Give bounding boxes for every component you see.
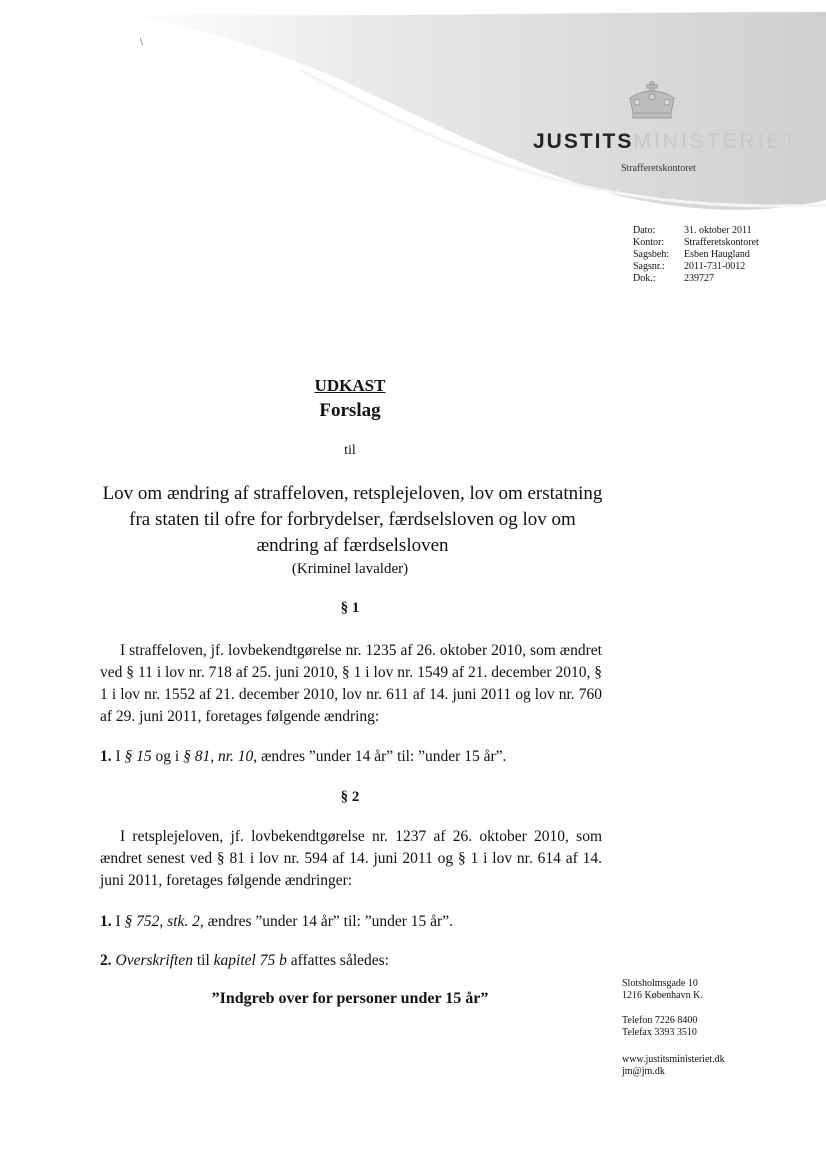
law-subtitle: (Kriminel lavalder) <box>291 561 409 577</box>
header-swoosh-graphic <box>0 0 826 230</box>
meta-value: 2011-731-0012 <box>684 261 746 272</box>
meta-row-case-handler <box>633 249 759 261</box>
meta-value: Strafferetskontoret <box>684 237 759 248</box>
meta-label: Dok.: <box>633 273 656 284</box>
section-2-mark: § 2 <box>340 789 360 805</box>
item-number: 1. <box>100 913 112 930</box>
item-text: I <box>111 913 125 930</box>
law-title: Lov om ændring af straffeloven, retsplejeloven, lov om erstatning fra staten til ofre for forbrydelser, færdselsloven og lov om ændring af færdselsloven <box>102 483 603 556</box>
meta-row-date <box>633 225 759 237</box>
til-text: til <box>344 443 356 458</box>
address-line: Slotsholmsgade 10 <box>622 978 698 989</box>
item-text: til <box>192 952 214 969</box>
footer-address <box>622 978 703 1002</box>
logo-light-text: MINISTERIET <box>633 130 800 153</box>
meta-value: Esben Haugland <box>684 249 750 260</box>
section-2-item-1 <box>100 913 605 931</box>
section-2-paragraph: I retsplejeloven, jf. lovbekendtgørelse nr. 1237 af 26. oktober 2010, som ændret senest ved § 81 i lov nr. 594 af 14. juni 2011 og § 1 i lov nr. 614 af 14. juni 2011, foretages følgende ændringer: <box>100 828 602 889</box>
item-reference: § 752, stk. 2, <box>124 913 204 930</box>
royal-crown-icon <box>624 80 680 124</box>
section-1-paragraph: I straffeloven, jf. lovbekendtgørelse nr. 1235 af 26. oktober 2010, som ændret ved § 11 i lov nr. 718 af 25. juni 2010, § 1 i lov nr. 1549 af 21. december 2010, § 1 i lov nr. 1552 af 21. december 2010, lov nr. 611 af 14. juni 2011 og lov nr. 760 af 29. juni 2011, foretages følgende ændring: <box>100 642 602 725</box>
item-text: ændres ”under 14 år” til: ”under 15 år”. <box>203 913 453 930</box>
scan-mark: \ <box>140 37 143 48</box>
logo-subtitle: Strafferetskontoret <box>621 163 696 174</box>
document-meta <box>633 225 759 285</box>
item-number: 1. <box>100 748 112 765</box>
item-reference: kapitel 75 b <box>213 952 287 969</box>
email-link[interactable]: jm@jm.dk <box>622 1066 665 1077</box>
item-number: 2. <box>100 952 112 969</box>
meta-row-case-number <box>633 261 759 273</box>
section-1-mark: § 1 <box>340 600 360 616</box>
footer-web <box>622 1054 725 1078</box>
meta-value: 31. oktober 2011 <box>684 225 752 236</box>
section-1-item-1 <box>100 748 605 766</box>
item-text: affattes således: <box>286 952 389 969</box>
draft-label: UDKAST <box>314 376 386 395</box>
meta-label: Sagsnr.: <box>633 261 665 272</box>
item-reference: Overskriften <box>115 952 193 969</box>
website-link[interactable]: www.justitsministeriet.dk <box>622 1054 725 1065</box>
item-reference: § 15 <box>124 748 152 765</box>
footer-contact <box>622 1015 697 1039</box>
meta-label: Sagsbeh: <box>633 249 670 260</box>
phone-line: Telefon 7226 8400 <box>622 1015 698 1026</box>
item-text: og i <box>151 748 184 765</box>
meta-label: Dato: <box>633 225 656 236</box>
address-line: 1216 København K. <box>622 990 703 1001</box>
item-text: ændres ”under 14 år” til: ”under 15 år”. <box>257 748 507 765</box>
meta-value: 239727 <box>684 273 714 284</box>
item-text: I <box>111 748 125 765</box>
chapter-heading-quote: ”Indgreb over for personer under 15 år” <box>211 990 489 1007</box>
meta-row-document <box>633 273 759 285</box>
section-2-item-2 <box>100 952 605 970</box>
item-reference: § 81, nr. 10, <box>183 748 258 765</box>
meta-label: Kontor: <box>633 237 665 248</box>
ministry-logo-wordmark <box>533 130 799 154</box>
logo-bold-text: JUSTITS <box>533 130 634 153</box>
meta-row-office <box>633 237 759 249</box>
fax-line: Telefax 3393 3510 <box>622 1027 697 1038</box>
proposal-heading: Forslag <box>319 400 381 421</box>
